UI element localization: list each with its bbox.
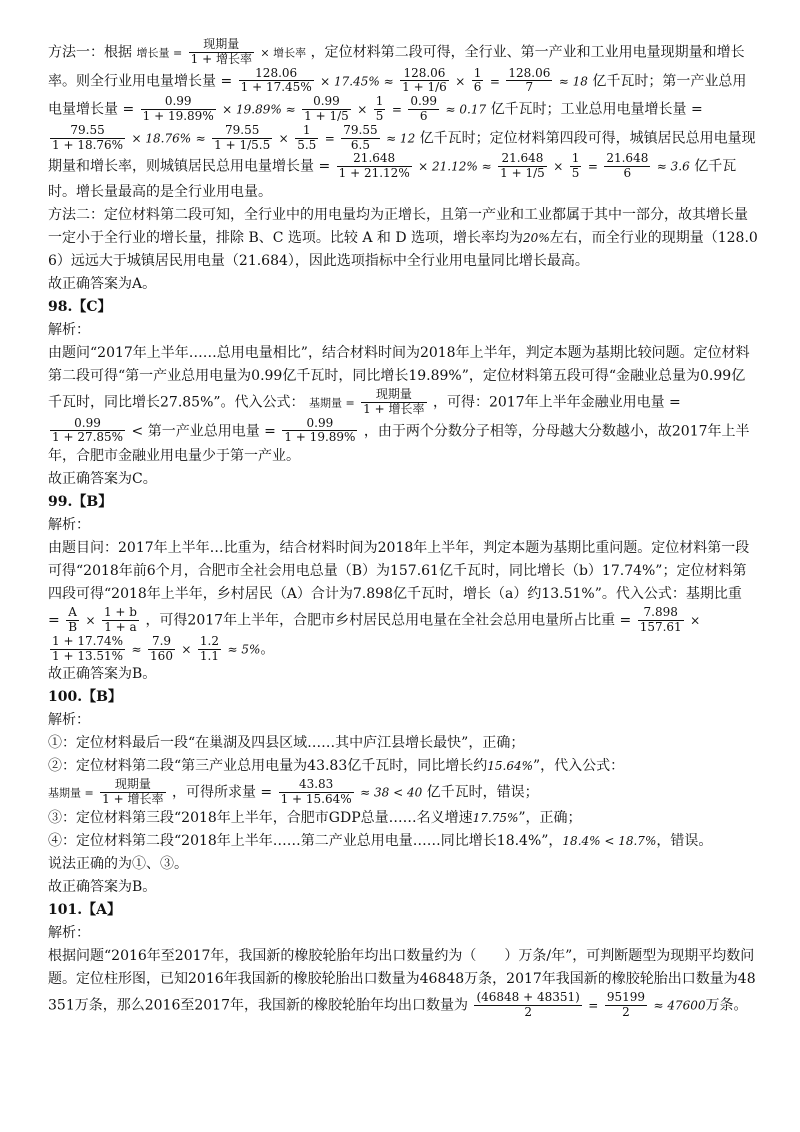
- method-one-paragraph: [48, 38, 758, 204]
- math: × 21.12% ≈: [418, 159, 492, 174]
- text: ②：定位材料第二段“第三产业总用电量为43.83亿千瓦时，同比增长约: [48, 758, 488, 775]
- fraction: $\frac{79.55}{1 + 18.76\%}$: [52, 122, 124, 152]
- statement-2: [48, 755, 758, 778]
- math: 18.4% < 18.7%: [562, 833, 657, 848]
- q101-paragraph: [48, 945, 758, 1020]
- math: 17.75%: [472, 810, 519, 825]
- q98-paragraph: [48, 342, 758, 468]
- math: 15.64%: [487, 759, 534, 774]
- text: 方法二：定位材料第二段可知，全行业中的用电量均为正增长，且第一产业和工业都属于其中一部分，故其增长量一定小于全行业的增长量，排除 B、C 选项。比较 A 和 D 选项，增长率均为: [48, 206, 748, 246]
- text: ③：定位材料第三段“2018年上半年，合肥市GDP总量……名义增速: [48, 809, 473, 826]
- math: =: [588, 998, 599, 1013]
- conclusion: 说法正确的为①、③。: [48, 855, 188, 872]
- fraction: $\frac{21.648}{6}$: [606, 151, 649, 181]
- math: ×: [181, 642, 192, 657]
- math: ≈: [131, 642, 142, 657]
- math: ×: [455, 73, 466, 88]
- math: ×: [278, 131, 289, 146]
- math: ≈ 3.6: [656, 159, 690, 174]
- text: 万条。: [705, 997, 748, 1014]
- formula-fraction: $\frac{\text{现期量}}{\text{1 + 增长率}}$: [102, 777, 164, 807]
- fraction: $\frac{1}{5}$: [375, 94, 384, 123]
- text: 亿千瓦时，错误；: [426, 784, 539, 801]
- statement-3: [48, 807, 758, 830]
- fraction: $\frac{21.648}{1 + 21.12\%}$: [338, 151, 410, 181]
- text: ，可得2017年上半年，合肥市乡村居民总用电量在全社会总用电量所占比重 =: [145, 612, 632, 629]
- formula-fraction: $\frac{\text{现期量}}{\text{1 + 增长率}}$: [190, 37, 252, 66]
- answer-97: 故正确答案为A。: [48, 275, 157, 292]
- math: ≈ 18: [558, 73, 588, 88]
- statement-4: [48, 830, 758, 853]
- fraction: $\frac{128.06}{7}$: [508, 65, 551, 95]
- question-101-header: 101.【A】: [48, 901, 121, 918]
- text: < 第一产业总用电量 =: [131, 422, 276, 439]
- formula-tail: × 增长率: [260, 46, 307, 60]
- question-98-header: 98.【C】: [48, 298, 112, 315]
- fraction: $\frac{21.648}{1 + 1/5}$: [500, 151, 545, 181]
- math: =: [587, 159, 598, 174]
- fraction: $\frac{1 + b}{1 + a}$: [103, 605, 137, 634]
- fraction: $\frac{1.2}{1.1}$: [199, 633, 220, 663]
- math: =: [324, 131, 335, 146]
- math: ×: [690, 613, 701, 628]
- text: ，定位材料第二段可得，全行业、第一产业和工业用电量现期量和增长率。则全行业用电量增长量 =: [48, 44, 745, 89]
- fraction: $\frac{1}{5}$: [571, 151, 580, 181]
- text: 亿千瓦时；第一产业总用电量增长量 =: [48, 72, 747, 118]
- text: 左右，而全行业的现期量（128.06）远远大于城镇居民用电量（21.684），因此选项指标中全行业用电量同比增长最高。: [48, 229, 758, 269]
- fraction: $\frac{0.99}{1 + 27.85\%}$: [52, 415, 124, 445]
- text: 亿千瓦时。增长量最高的是全行业用电量。: [48, 158, 737, 200]
- text: 。: [260, 641, 275, 658]
- question-100-header: 100.【B】: [48, 689, 122, 706]
- fraction: $\frac{1}{6}$: [473, 65, 482, 95]
- fraction: $\frac{128.06}{1 + 1/6}$: [402, 65, 447, 95]
- math: × 19.89% ≈: [222, 102, 296, 117]
- math: × 18.76%: [131, 131, 192, 146]
- text: 由题问“2017年上半年……总用电量相比”，结合材料时间为2018年上半年，判定本题为基期比较问题。定位材料第二段可得“第一产业总用电量为0.99亿千瓦时，同比增长19.89%”，定位材料第五段可得“金融业总量为0.99亿千瓦时，同比增长27.85%”。代入公式：: [48, 344, 750, 411]
- fraction: $\frac{79.55}{1 + 1/5.5}$: [214, 122, 271, 152]
- fraction: $\frac{7.898}{157.61}$: [639, 605, 682, 634]
- formula-lhs: 基期量 =: [309, 396, 355, 410]
- method-two-paragraph: [48, 204, 758, 273]
- text: ，错误。: [656, 832, 713, 849]
- question-99-header: 99.【B】: [48, 494, 113, 511]
- text: 亿千瓦时；定位材料第四段可得，城镇居民总用电量现期量和增长率，则城镇居民总用电量增长量 =: [48, 130, 756, 175]
- answer-100: 故正确答案为B。: [48, 878, 157, 895]
- fraction: $\frac{0.99}{1 + 19.89\%}$: [142, 94, 214, 123]
- fraction: $\frac{A}{B}$: [68, 605, 78, 634]
- text: ，由于两个分数分子相等，分母越大分数越小，故2017年上半年，合肥市金融业用电量少于第一产业。: [48, 422, 750, 465]
- fraction: $\frac{1}{5.5}$: [297, 122, 317, 152]
- fraction: $\frac{0.99}{1 + 19.89\%}$: [284, 415, 356, 445]
- answer-98: 故正确答案为C。: [48, 471, 157, 488]
- math: ×: [553, 159, 564, 174]
- fraction: $\frac{7.9}{160}$: [150, 633, 173, 663]
- text: 方法一：根据: [48, 44, 132, 61]
- text: ④：定位材料第二段“2018年上半年……第二产业总用电量……同比增长18.4%”，: [48, 832, 563, 849]
- text: ”，正确；: [518, 809, 582, 826]
- analysis-label: 解析：: [48, 321, 90, 338]
- text: ，可得：2017年上半年金融业用电量 =: [432, 394, 681, 411]
- formula-fraction: $\frac{\text{现期量}}{\text{1 + 增长率}}$: [363, 386, 425, 416]
- fraction: $\frac{1 + 17.74\%}{1 + 13.51\%}$: [52, 633, 124, 663]
- answer-99: 故正确答案为B。: [48, 666, 157, 683]
- math: ≈ 0.17: [445, 102, 487, 117]
- fraction: $\frac{95199}{2}$: [606, 989, 645, 1019]
- analysis-label: 解析：: [48, 924, 90, 941]
- math: ≈ 12: [386, 131, 416, 146]
- fraction: $\frac{43.83}{1 + 15.64\%}$: [280, 777, 352, 807]
- analysis-label: 解析：: [48, 712, 90, 729]
- formula-lhs: 基期量 =: [48, 786, 94, 800]
- math: ≈ 38 < 40: [360, 785, 423, 800]
- text: ”，代入公式：: [533, 758, 625, 775]
- math: ×: [357, 102, 368, 117]
- statement-2-formula: [48, 778, 758, 807]
- text: 根据问题“2016年至2017年，我国新的橡胶轮胎年均出口数量约为（ ）万条/年”，可判断题型为现期平均数问题。定位柱形图，已知2016年我国新的橡胶轮胎出口数量为46848万条，2017年我国新的橡胶轮胎出口数量为48351万条，那么2016至2017年，我国新的橡胶轮胎年均出口数量为: [48, 947, 756, 1014]
- fraction: $\frac{128.06}{1 + 17.45\%}$: [240, 65, 312, 95]
- math: ≈ 47600: [653, 998, 706, 1013]
- fraction: $\frac{0.99}{6}$: [410, 94, 438, 123]
- math: ≈: [195, 131, 206, 146]
- analysis-label: 解析：: [48, 517, 90, 534]
- text: 亿千瓦时；工业总用电量增长量 =: [490, 101, 703, 118]
- math: 20%: [523, 230, 550, 245]
- q99-paragraph: [48, 537, 758, 663]
- math: ×: [85, 613, 96, 628]
- text: ，可得所求量 =: [171, 784, 273, 801]
- fraction: $\frac{0.99}{1 + 1/5}$: [304, 94, 349, 123]
- formula-lhs: 增长量 =: [136, 46, 183, 60]
- fraction: $\frac{(46848 + 48351)}{2}$: [476, 989, 580, 1019]
- math: =: [489, 73, 500, 88]
- document-page: [48, 38, 758, 1020]
- math: ≈ 5%: [227, 642, 261, 657]
- statement-1: ①：定位材料最后一段“在巢湖及四县区域……其中庐江县增长最快”，正确；: [48, 735, 525, 752]
- fraction: $\frac{79.55}{6.5}$: [343, 122, 378, 152]
- math: =: [391, 102, 402, 117]
- text: 由题目问：2017年上半年…比重为，结合材料时间为2018年上半年，判定本题为基期比重问题。定位材料第一段可得“2018年前6个月，合肥市全社会用电总量（B）为157.61亿千瓦时，同比增长（b）17.74%”；定位材料第四段可得“2018年上半年，乡村居民（A）合计为7.898亿千瓦时，增长（a）约13.51%”。代入公式：基期比重 =: [48, 540, 750, 629]
- math: × 17.45% ≈: [320, 73, 394, 88]
